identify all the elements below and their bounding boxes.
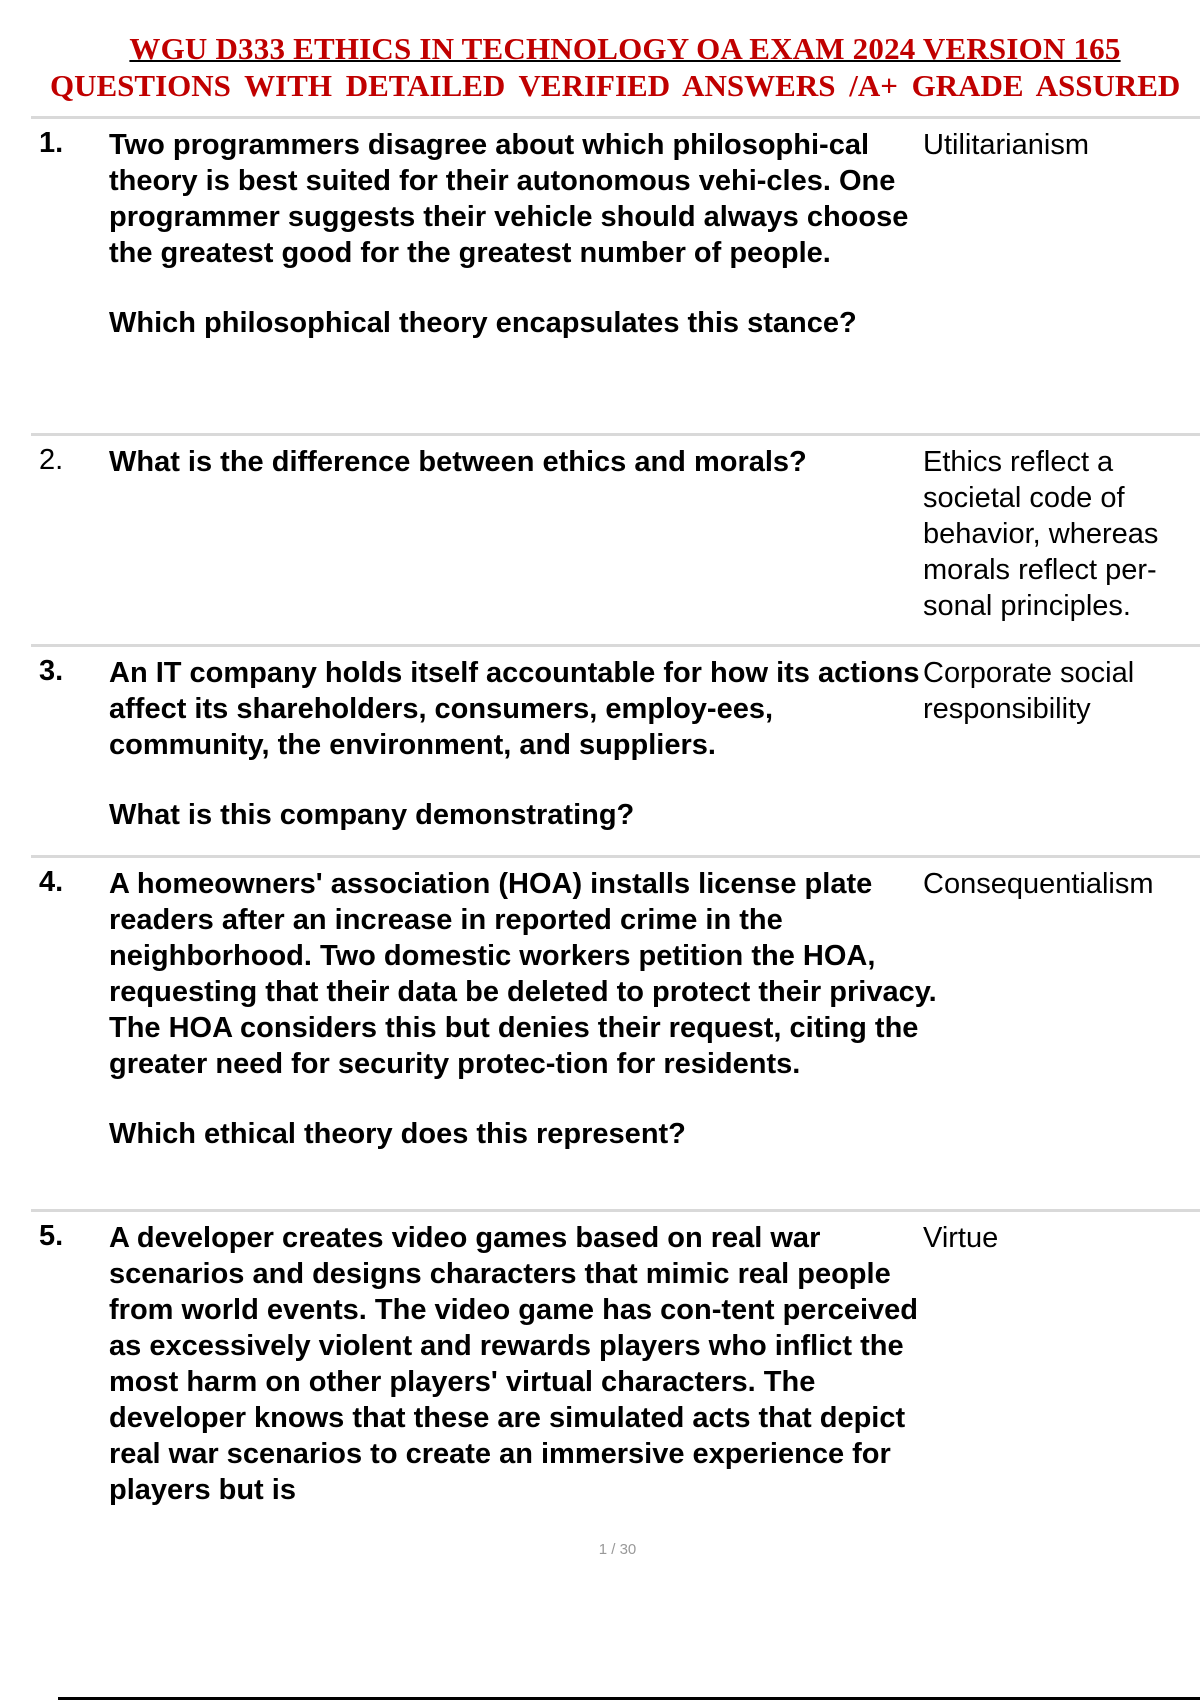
question-paragraph: A homeowners' association (HOA) installs license plate readers after an increase in reported crime in the neighborhood. Two domestic workers petition the HOA, requesting that their data be deleted to protect their privacy. The HOA considers this but denies their request, citing the greater need for security protec-tion for residents.: [109, 868, 937, 1080]
question-paragraph: What is the difference between ethics and morals?: [109, 446, 807, 478]
question-number: 2.: [39, 444, 64, 476]
qa-row-3: [31, 644, 1200, 855]
answer-text: Virtue: [923, 1222, 999, 1254]
qa-row-4: [31, 855, 1200, 1209]
answer-text: Utilitarianism: [923, 129, 1089, 161]
question-prompt: Which philosophical theory encapsulates this stance?: [109, 307, 857, 339]
answer-text: Corporate social responsibility: [923, 657, 1135, 725]
question-paragraph: An IT company holds itself accountable for how its actions affect its shareholders, consumers, employ-ees, community, the environment, and suppliers.: [109, 657, 920, 761]
question-paragraph: Two programmers disagree about which philosophi-cal theory is best suited for their autonomous vehi-cles. One programmer suggests their vehicle should always choose the greatest good for the greatest number of people.: [109, 129, 909, 269]
question-number: 5.: [39, 1220, 64, 1252]
page-indicator: 1 / 30: [598, 1541, 637, 1558]
question-answer-table: [31, 116, 1200, 1532]
qa-row-1: [31, 116, 1200, 433]
question-text: [109, 1220, 939, 1508]
qa-row-5: [31, 1209, 1200, 1532]
question-paragraph: A developer creates video games based on real war scenarios and designs characters that mimic real people from world events. The video game has con-tent perceived as excessively violent and rewards players who inflict the most harm on other players' virtual characters. The developer knows that these are simulated acts that depict real war scenarios to create an immersive experience for players but is: [109, 1222, 918, 1506]
question-text: [109, 444, 939, 480]
question-number: 3.: [39, 655, 64, 687]
question-prompt: What is this company demonstrating?: [109, 799, 635, 831]
document-title: [50, 30, 1200, 104]
question-prompt: Which ethical theory does this represent?: [109, 1118, 686, 1150]
question-number: 4.: [39, 866, 64, 898]
question-text: [109, 655, 939, 833]
question-text: [109, 127, 939, 341]
question-number: 1.: [39, 127, 64, 159]
title-line-2: QUESTIONS WITH DETAILED VERIFIED ANSWERS /A+ GRADE ASSURED: [50, 68, 1181, 103]
answer-text: Consequentialism: [923, 868, 1154, 900]
qa-row-2: [31, 433, 1200, 644]
title-line-1: WGU D333 ETHICS IN TECHNOLOGY OA EXAM 2024 VERSION 165: [129, 31, 1121, 66]
answer-text: Ethics reflect a societal code of behavior, whereas morals reflect per-sonal principles.: [923, 446, 1159, 622]
question-text: [109, 866, 939, 1152]
